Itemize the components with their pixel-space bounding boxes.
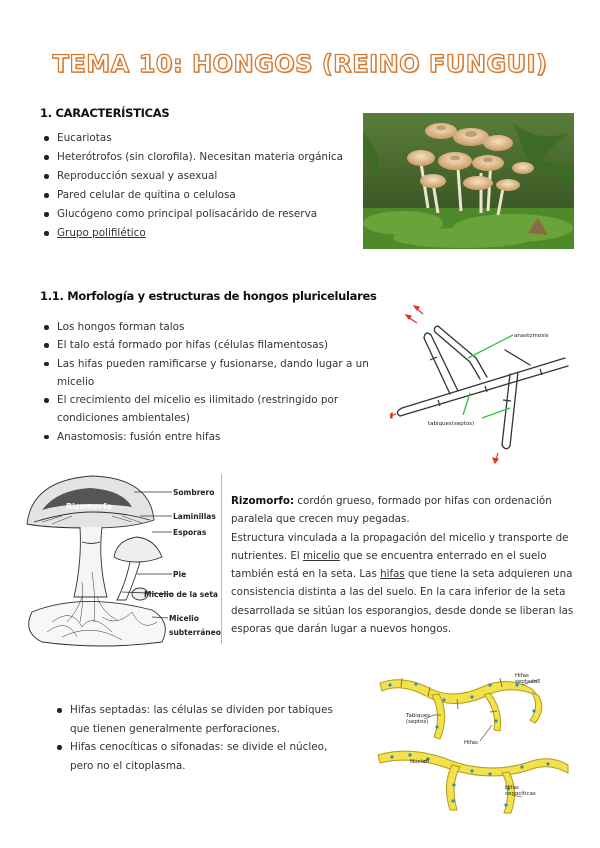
list-item: Glucógeno como principal polisacárido de reserva bbox=[42, 205, 343, 224]
list-item: Reproducción sexual y asexual bbox=[42, 167, 343, 186]
list-item: Grupo polifilético bbox=[42, 224, 343, 243]
morphology-list bbox=[42, 318, 377, 446]
septos-label: tabiques(septos) bbox=[428, 421, 475, 427]
rizomorfo-paragraph bbox=[231, 492, 576, 638]
septadas-label-2: septadas bbox=[515, 679, 540, 685]
micelio-subterraneo-label-2: subterráneo bbox=[169, 628, 221, 637]
list-item: Las hifas pueden ramificarse y fusionarse, dando lugar a un micelio bbox=[42, 355, 377, 392]
hyphae-types-list bbox=[55, 701, 345, 775]
paragraph-text: que se encuentra enterrado en el suelo también está en la seta. Las bbox=[231, 549, 547, 581]
hifas-label: Hifas bbox=[464, 740, 478, 746]
mushroom-photo bbox=[363, 113, 574, 249]
paragraph-text: que tiene la seta adquieren una consistencia distinta a las del suelo. En la cara inferior de la seta desarrollada se sitúan los esporangios, desde donde se liberan las esporas que darán lugar a nuevos hongos. bbox=[231, 568, 574, 636]
laminillas-label: Laminillas bbox=[173, 512, 216, 521]
list-item: Los hongos forman talos bbox=[42, 318, 377, 336]
list-item: Hifas cenocíticas o sifonadas: se divide el núcleo, pero no el citoplasma. bbox=[55, 738, 345, 775]
characteristics-list bbox=[42, 129, 343, 243]
septadas-label-1: Hifas bbox=[515, 673, 529, 679]
micelio-term: micelio bbox=[302, 549, 340, 562]
list-item: Hifas septadas: las células se dividen por tabiques que tienen generalmente perforaciones. bbox=[55, 701, 345, 738]
tabiques-label-1: Tabiques bbox=[406, 713, 431, 719]
list-item: El talo está formado por hifas (células filamentosas) bbox=[42, 336, 377, 354]
micelio-subterraneo-label-1: Micelio bbox=[169, 614, 199, 623]
list-item: El crecimiento del micelio es ilimitado (restringido por condiciones ambientales) bbox=[42, 391, 377, 428]
rizomorfo-term: Rizomorfo: bbox=[231, 495, 295, 507]
list-item: Heterótrofos (sin clorofila). Necesitan materia orgánica bbox=[42, 148, 343, 167]
hyphae-branching-diagram bbox=[390, 290, 585, 465]
cenociticas-label-1: Hifas bbox=[505, 785, 519, 791]
mushroom-anatomy-diagram bbox=[22, 472, 222, 652]
list-item: Anastomosis: fusión entre hifas bbox=[42, 428, 377, 446]
rizomorfo-label: Rizomorfo bbox=[66, 502, 112, 511]
anastomosis-label: anastomosis bbox=[514, 333, 549, 339]
nucleo-label: Núcleo bbox=[410, 759, 429, 765]
paragraph-text: cordón grueso, formado por hifas con ordenación paralela que crecen muy pegadas. bbox=[231, 495, 552, 526]
tabiques-label-2: (septos) bbox=[406, 719, 429, 725]
list-item: Eucariotas bbox=[42, 129, 343, 148]
section-heading-characteristics: 1. CARACTERÍSTICAS bbox=[40, 106, 170, 120]
hifas-term: hifas bbox=[380, 568, 405, 581]
page-title: TEMA 10: HONGOS (REINO FUNGUI) bbox=[52, 50, 548, 78]
cenociticas-label-2: cenocíticas bbox=[505, 791, 536, 797]
column-divider bbox=[221, 474, 222, 644]
list-item: Pared celular de quitina o celulosa bbox=[42, 186, 343, 205]
esporas-label: Esporas bbox=[173, 528, 207, 537]
sombrero-label: Sombrero bbox=[173, 488, 215, 497]
micelio-seta-label: Micelio de la seta bbox=[144, 590, 218, 599]
pie-label: Pie bbox=[173, 570, 187, 579]
paragraph-text: Estructura vinculada a la propagación del micelio y transporte de nutrientes. El bbox=[231, 531, 569, 562]
section-heading-morphology: 1.1. Morfología y estructuras de hongos pluricelulares bbox=[40, 289, 377, 303]
septate-coenocytic-diagram bbox=[372, 665, 582, 820]
